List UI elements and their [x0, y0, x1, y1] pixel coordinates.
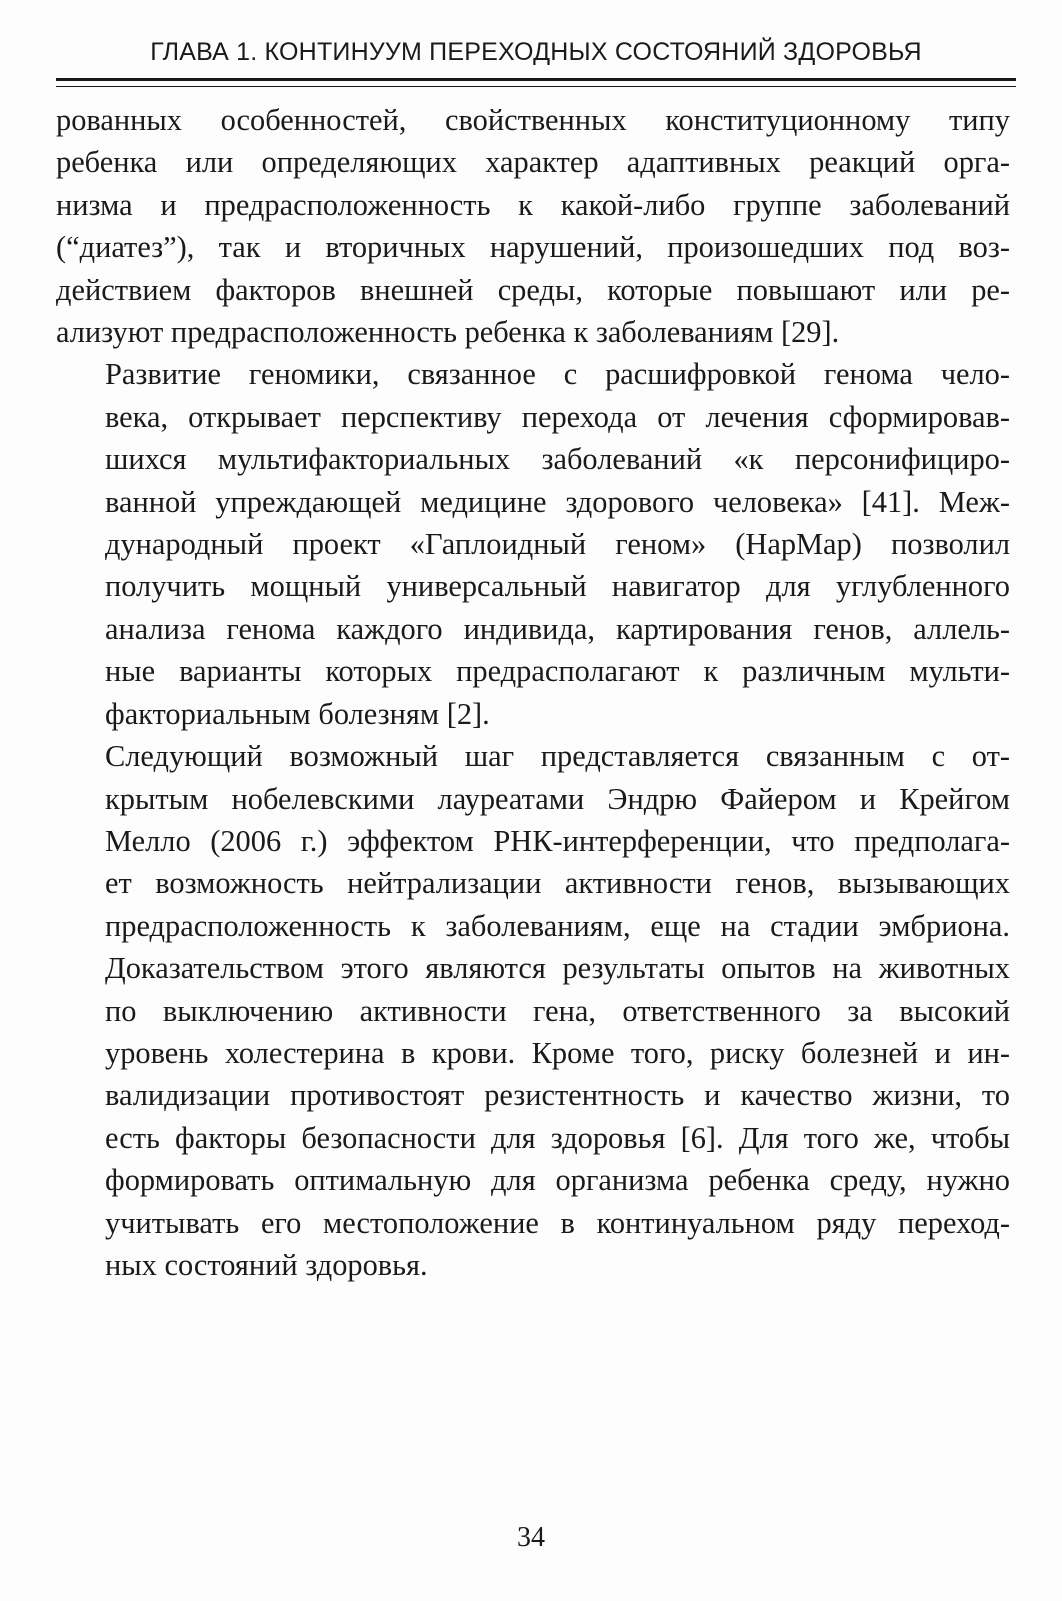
- text-line: ных состояний здоровья.: [105, 1247, 428, 1282]
- text-line: уровень холестерина в крови. Кроме того, риску болезней и ин-: [105, 1035, 1010, 1070]
- text-line: Мелло (2006 г.) эффектом РНК-интерференции, что предполага-: [105, 823, 1010, 858]
- text-line: валидизации противостоят резистентность и качество жизни, то: [105, 1078, 1010, 1113]
- text-line: есть факторы безопасности для здоровья [6]. Для того же, чтобы: [105, 1120, 1010, 1155]
- text-line: Развитие геномики, связанное с расшифровкой генома чело-: [105, 357, 1010, 392]
- text-line: анализа генома каждого индивида, картирования генов, аллель-: [105, 611, 1010, 646]
- text-line: ализуют предрасположенность ребенка к заболеваниям [29].: [56, 315, 840, 350]
- text-line: рованных особенностей, свойственных конституционному типу: [56, 103, 1010, 137]
- text-line: низма и предрасположенность к какой-либо группе заболеваний: [56, 187, 1010, 222]
- text-line: формировать оптимальную для организма ребенка среду, нужно: [105, 1163, 1010, 1198]
- running-head: ГЛАВА 1. КОНТИНУУМ ПЕРЕХОДНЫХ СОСТОЯНИЙ ЗДОРОВЬЯ: [150, 38, 922, 66]
- text-line: факториальным болезням [2].: [105, 696, 490, 731]
- text-line: учитывать его местоположение в континуальном ряду переход-: [105, 1205, 1010, 1240]
- text-line: действием факторов внешней среды, которые повышают или ре-: [56, 272, 1010, 307]
- text-line: шихся мультифакториальных заболеваний «к персонифициро-: [105, 442, 1010, 477]
- header-rule-thick: [56, 78, 1016, 81]
- paragraph-rna-interference: [56, 735, 1010, 1286]
- text-line: ванной упреждающей медицине здорового человека» [41]. Меж-: [105, 484, 1010, 519]
- text-line: ребенка или определяющих характер адаптивных реакций орга-: [56, 145, 1010, 180]
- text-line: получить мощный универсальный навигатор для углубленного: [105, 569, 1010, 604]
- text-line: Доказательством этого являются результаты опытов на животных: [105, 951, 1010, 986]
- paragraph-continued: [56, 99, 1010, 353]
- page-number: 34: [517, 1522, 545, 1553]
- text-line: ные варианты которых предрасполагают к различным мульти-: [105, 654, 1010, 689]
- text-line: ет возможность нейтрализации активности генов, вызывающих: [105, 866, 1010, 901]
- text-line: предрасположенность к заболеваниям, еще на стадии эмбриона.: [105, 908, 1010, 943]
- text-line: по выключению активности гена, ответственного за высокий: [105, 993, 1010, 1028]
- text-line: века, открывает перспективу перехода от лечения сформировав-: [105, 399, 1010, 434]
- paragraph-genomics: [56, 353, 1010, 735]
- body-text: [56, 99, 1010, 1286]
- text-line: Следующий возможный шаг представляется связанным с от-: [105, 739, 1010, 774]
- text-line: дународный проект «Гаплоидный геном» (НарМар) позволил: [105, 527, 1010, 562]
- text-line: (“диатез”), так и вторичных нарушений, произошедших под воз-: [56, 230, 1010, 265]
- header-rule-thin: [56, 86, 1016, 87]
- text-line: крытым нобелевскими лауреатами Эндрю Файером и Крейгом: [105, 781, 1010, 816]
